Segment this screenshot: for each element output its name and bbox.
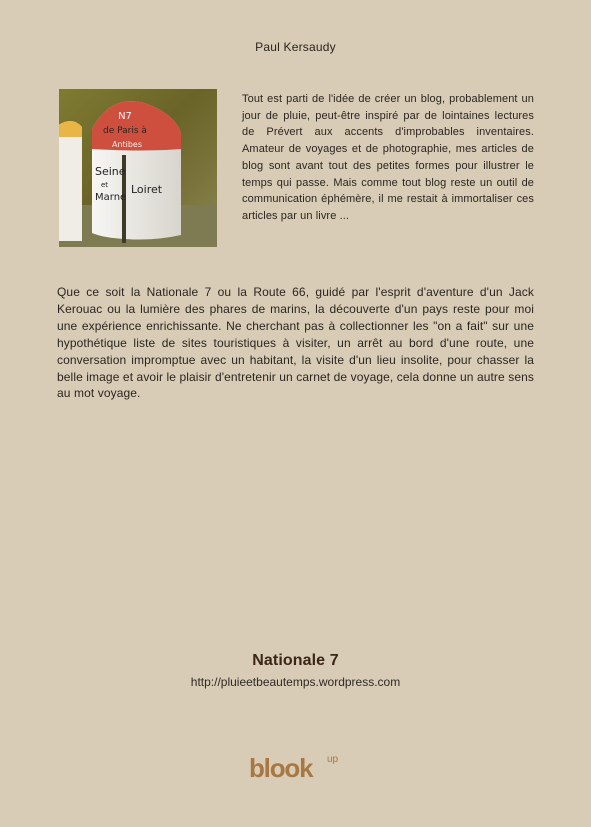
- logo-main-text: blook: [249, 753, 313, 783]
- intro-paragraph: Tout est parti de l'idée de créer un blog, probablement un jour de pluie, peut-être inspiré par de lointaines lectures de Prévert aux accents d'improbables inventaires. Amateur de voyages et de photographie, mes articles de blog sont avant tout des petites formes pour illustrer le temps qui passe. Mais comme tout blog reste un outil de communication éphémère, il me restait à immortaliser ces articles par un livre ...: [242, 93, 534, 222]
- book-url: http://pluieetbeautemps.wordpress.com: [190, 675, 401, 689]
- right-place: Loiret: [131, 183, 163, 196]
- left-place-small: et: [101, 181, 109, 189]
- milestone-photo-svg: [59, 89, 217, 247]
- left-milestone: [59, 121, 82, 241]
- route-line1: de Paris à: [103, 126, 147, 136]
- body-paragraph: Que ce soit la Nationale 7 ou la Route 66, guidé par l'esprit d'aventure d'un Jack Kerouac ou la lumière des phares de marins, la découverte d'un pays reste pour moi une expérience enrichissante. Ne cherchant pas à collectionner les "on a fait" sur une hypothétique liste de sites touristiques à visiter, un arrêt au bord d'une route, une conversation impromptue avec un habitant, la visite d'un lieu insolite, pour chasser la belle image et avoir le plaisir d'entretenir un carnet de voyage, cela donne un autre sens au mot voyage.: [57, 285, 534, 401]
- route-label: N7: [118, 111, 132, 122]
- logo-superscript: up: [327, 754, 339, 765]
- left-place-2: Marne: [95, 192, 127, 203]
- route-line2: Antibes: [111, 140, 143, 149]
- blookup-logo: [249, 755, 345, 785]
- book-title: Nationale 7: [252, 652, 339, 669]
- left-place: Seine: [95, 165, 126, 178]
- author-name: Paul Kersaudy: [255, 40, 336, 54]
- milestone-photo: [59, 89, 217, 247]
